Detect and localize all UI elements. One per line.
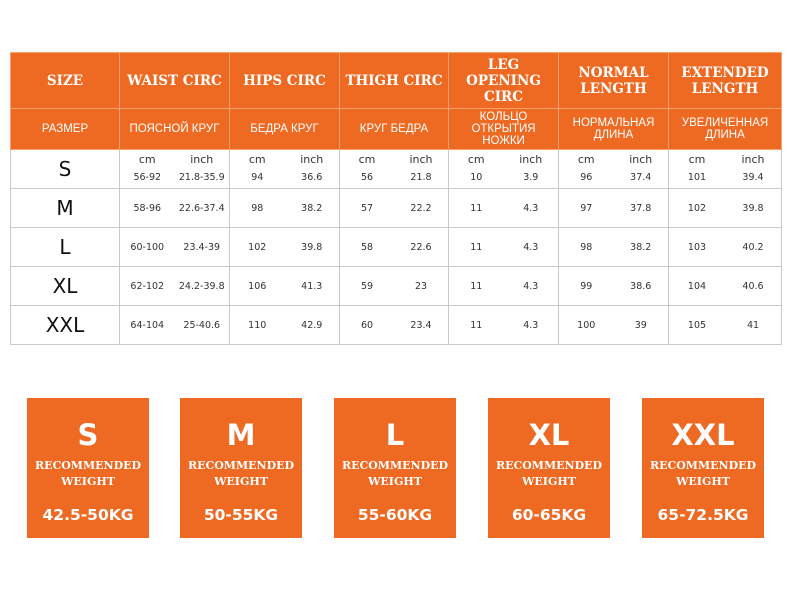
- value-cm: 60-100: [130, 242, 165, 253]
- unit-cm-label: cm: [467, 153, 485, 166]
- measurement-cell: [559, 228, 669, 267]
- measurement-cell: [669, 150, 782, 189]
- weight-card: [27, 398, 149, 538]
- header-leg-opening-ru: КОЛЬЦО ОТКРЫТИЯ НОЖКИ: [449, 109, 559, 150]
- weight-card: [180, 398, 302, 538]
- card-size: M: [226, 418, 256, 452]
- card-recommended-label: [334, 458, 456, 490]
- header-size-ru: РАЗМЕР: [11, 109, 120, 150]
- measurement-cell: [340, 150, 449, 189]
- header-hips-ru: БЕДРА КРУГ: [230, 109, 340, 150]
- value-cm: 62-102: [130, 281, 165, 292]
- value-inch: 41.3: [301, 281, 323, 292]
- value-cm: 98: [580, 242, 593, 253]
- value-cm: 96: [580, 172, 593, 183]
- header-thigh-ru: КРУГ БЕДРА: [340, 109, 449, 150]
- value-inch: 39.8: [742, 203, 764, 214]
- weight-card: [488, 398, 610, 538]
- card-size: L: [385, 418, 405, 452]
- size-label: S: [11, 150, 120, 189]
- size-rows: [11, 150, 782, 345]
- measurement-cell: [340, 228, 449, 267]
- size-chart-table: [10, 52, 782, 345]
- measurement-cell: [340, 189, 449, 228]
- card-recommended-label: [27, 458, 149, 490]
- value-inch: 4.3: [523, 242, 539, 253]
- value-inch: 42.9: [301, 320, 323, 331]
- value-cm: 57: [360, 203, 374, 214]
- unit-inch-label: inch: [741, 153, 765, 166]
- unit-cm-label: cm: [248, 153, 266, 166]
- value-inch: 21.8: [410, 172, 432, 183]
- header-thigh: THIGH CIRC: [340, 53, 449, 109]
- unit-inch-label: inch: [519, 153, 543, 166]
- header-normal-length-ru: НОРМАЛЬНАЯ ДЛИНА: [559, 109, 669, 150]
- value-cm: 102: [248, 242, 267, 253]
- measurement-cell: [559, 150, 669, 189]
- value-cm: 110: [248, 320, 267, 331]
- card-size: XL: [528, 418, 570, 452]
- header-waist-ru: ПОЯСНОЙ КРУГ: [120, 109, 230, 150]
- value-cm: 11: [470, 242, 483, 253]
- value-cm: 98: [251, 203, 264, 214]
- card-line1: RECOMMENDED: [34, 459, 142, 472]
- value-cm: 60: [360, 320, 374, 331]
- card-line1: RECOMMENDED: [495, 459, 603, 472]
- value-cm: 103: [687, 242, 707, 253]
- value-cm: 99: [580, 281, 593, 292]
- card-line2: WEIGHT: [368, 475, 422, 488]
- measurement-cell: [120, 267, 230, 306]
- card-recommended-label: [180, 458, 302, 490]
- value-inch: 22.6-37.4: [178, 203, 225, 214]
- measurement-cell: [120, 306, 230, 345]
- unit-inch-label: inch: [190, 153, 214, 166]
- measurement-cell: [230, 267, 340, 306]
- card-line2: WEIGHT: [214, 475, 268, 488]
- value-cm: 11: [470, 281, 483, 292]
- measurement-cell: [669, 306, 782, 345]
- card-weight: 55-60KG: [357, 506, 433, 524]
- card-weight: 50-55KG: [203, 506, 279, 524]
- value-inch: 24.2-39.8: [178, 281, 225, 292]
- header-normal-length: NORMAL LENGTH: [559, 53, 669, 109]
- measurement-cell: [230, 150, 340, 189]
- measurement-cell: [120, 150, 230, 189]
- value-cm: 58-96: [133, 203, 162, 214]
- recommended-weight-cards: [0, 398, 790, 538]
- unit-cm-label: cm: [577, 153, 595, 166]
- header-hips: HIPS CIRC: [230, 53, 340, 109]
- size-label: L: [11, 228, 120, 267]
- unit-inch-label: inch: [629, 153, 653, 166]
- unit-inch-label: inch: [300, 153, 324, 166]
- card-weight: 42.5-50KG: [42, 506, 134, 524]
- value-inch: 39: [634, 320, 647, 331]
- value-inch: 22.2: [410, 203, 432, 214]
- header-row-russian: [11, 109, 782, 150]
- value-inch: 39.4: [742, 172, 764, 183]
- value-inch: 4.3: [523, 203, 539, 214]
- unit-inch-label: inch: [409, 153, 433, 166]
- measurement-cell: [230, 189, 340, 228]
- measurement-cell: [120, 228, 230, 267]
- value-inch: 22.6: [410, 242, 432, 253]
- size-label: XL: [11, 267, 120, 306]
- measurement-cell: [559, 267, 669, 306]
- card-size: XXL: [671, 418, 735, 452]
- header-waist: WAIST CIRC: [120, 53, 230, 109]
- value-inch: 41: [746, 320, 760, 331]
- value-inch: 36.6: [301, 172, 323, 183]
- card-recommended-label: [642, 458, 764, 490]
- card-line2: WEIGHT: [61, 475, 115, 488]
- value-cm: 59: [360, 281, 374, 292]
- measurement-cell: [120, 189, 230, 228]
- value-cm: 11: [470, 320, 483, 331]
- card-weight: 65-72.5KG: [657, 506, 749, 524]
- measurement-cell: [230, 306, 340, 345]
- value-cm: 105: [687, 320, 707, 331]
- table-row: [11, 267, 782, 306]
- value-inch: 38.2: [301, 203, 323, 214]
- table-row: [11, 150, 782, 189]
- value-cm: 97: [580, 203, 593, 214]
- value-inch: 4.3: [523, 320, 539, 331]
- measurement-cell: [669, 228, 782, 267]
- value-cm: 11: [470, 203, 483, 214]
- card-size: S: [77, 418, 99, 452]
- value-inch: 3.9: [523, 172, 539, 183]
- header-row-english: [11, 53, 782, 109]
- card-recommended-label: [488, 458, 610, 490]
- value-inch: 38.2: [630, 242, 652, 253]
- measurement-cell: [669, 189, 782, 228]
- value-inch: 23.4: [410, 320, 432, 331]
- measurement-cell: [230, 228, 340, 267]
- value-inch: 38.6: [630, 281, 652, 292]
- table-row: [11, 189, 782, 228]
- table-row: [11, 228, 782, 267]
- card-line1: RECOMMENDED: [649, 459, 757, 472]
- measurement-cell: [340, 267, 449, 306]
- measurement-cell: [449, 306, 559, 345]
- card-line2: WEIGHT: [676, 475, 730, 488]
- card-line1: RECOMMENDED: [341, 459, 449, 472]
- weight-card: [334, 398, 456, 538]
- measurement-cell: [559, 189, 669, 228]
- measurement-cell: [559, 306, 669, 345]
- measurement-cell: [449, 228, 559, 267]
- value-inch: 37.4: [630, 172, 652, 183]
- value-cm: 104: [687, 281, 707, 292]
- value-inch: 39.8: [301, 242, 323, 253]
- value-cm: 101: [687, 172, 707, 183]
- unit-cm-label: cm: [358, 153, 376, 166]
- value-inch: 37.8: [630, 203, 652, 214]
- header-extended-length-ru: УВЕЛИЧЕННАЯ ДЛИНА: [669, 109, 782, 150]
- value-cm: 100: [577, 320, 596, 331]
- measurement-cell: [340, 306, 449, 345]
- weight-card: [642, 398, 764, 538]
- card-line2: WEIGHT: [522, 475, 576, 488]
- size-label: M: [11, 189, 120, 228]
- size-label: XXL: [11, 306, 120, 345]
- header-size: SIZE: [11, 53, 120, 109]
- measurement-cell: [449, 150, 559, 189]
- value-cm: 56: [360, 172, 374, 183]
- value-inch: 23: [414, 281, 428, 292]
- value-cm: 106: [248, 281, 267, 292]
- measurement-cell: [669, 267, 782, 306]
- unit-cm-label: cm: [138, 153, 156, 166]
- value-cm: 58: [360, 242, 374, 253]
- card-weight: 60-65KG: [511, 506, 587, 524]
- value-cm: 10: [470, 172, 483, 183]
- header-extended-length: EXTENDED LENGTH: [669, 53, 782, 109]
- value-inch: 23.4-39: [183, 242, 221, 253]
- card-line1: RECOMMENDED: [187, 459, 295, 472]
- value-inch: 25-40.6: [183, 320, 221, 331]
- value-cm: 56-92: [133, 172, 162, 183]
- header-leg-opening: LEG OPENING CIRC: [449, 53, 559, 109]
- value-cm: 94: [251, 172, 264, 183]
- table-row: [11, 306, 782, 345]
- measurement-cell: [449, 267, 559, 306]
- measurement-cell: [449, 189, 559, 228]
- value-inch: 40.2: [742, 242, 764, 253]
- value-inch: 21.8-35.9: [178, 172, 225, 183]
- unit-cm-label: cm: [688, 153, 706, 166]
- value-cm: 102: [687, 203, 707, 214]
- value-cm: 64-104: [130, 320, 165, 331]
- value-inch: 40.6: [742, 281, 764, 292]
- value-inch: 4.3: [523, 281, 539, 292]
